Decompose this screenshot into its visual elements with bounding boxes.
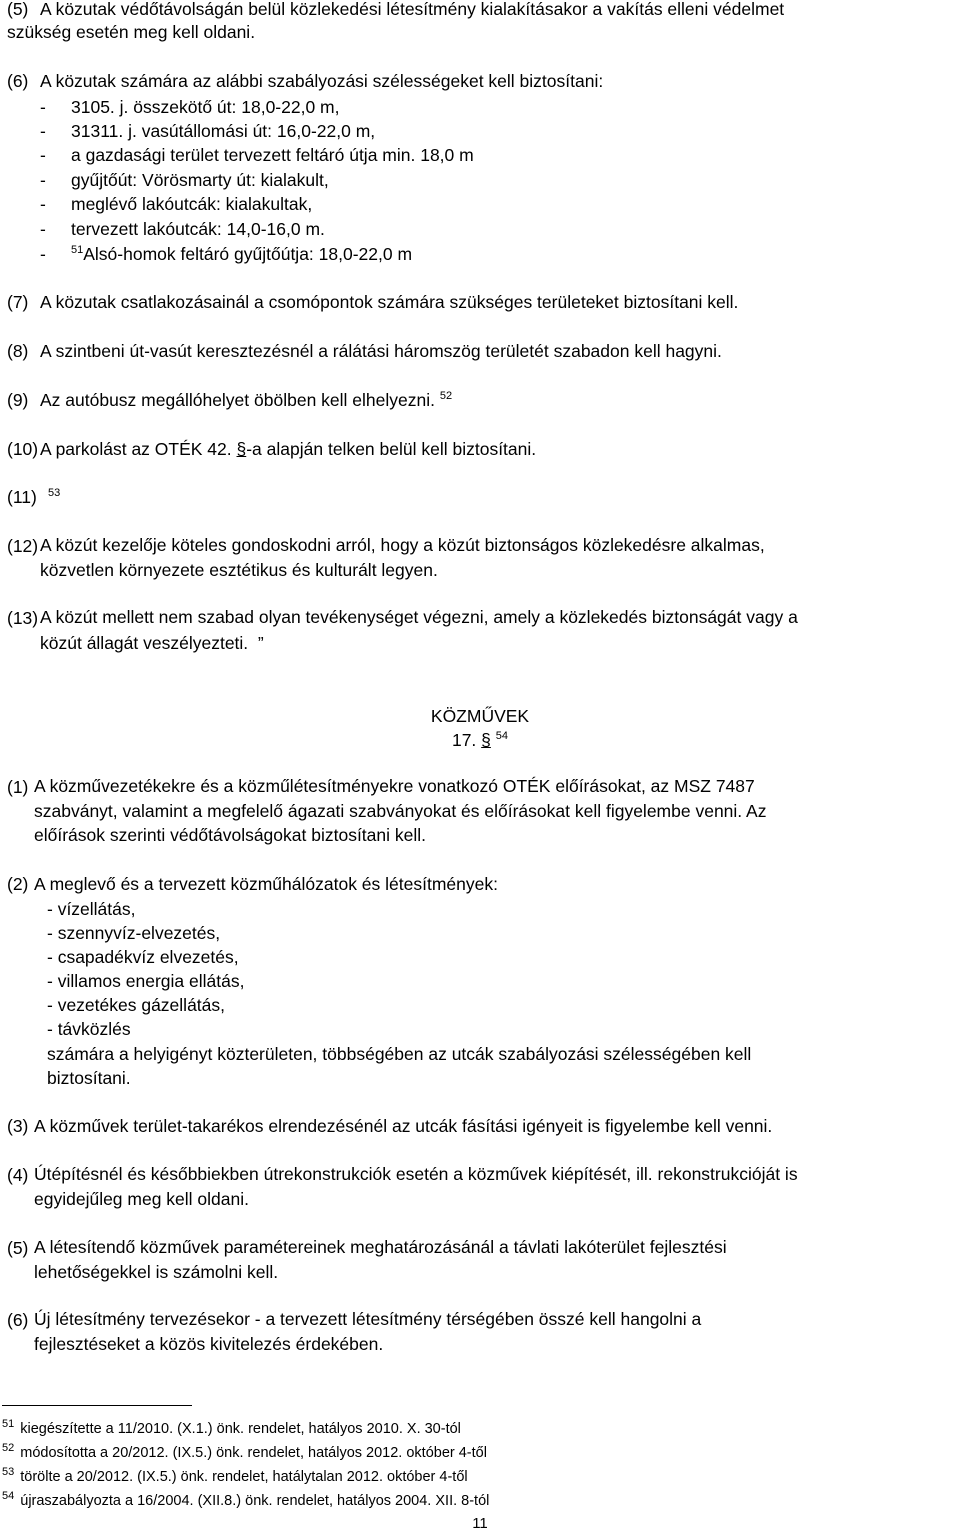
paragraph-text: A létesítendő közművek paramétereinek meghatározásánál a távlati lakóterület fejlesztési [34, 1237, 727, 1257]
list-dash: - [40, 97, 46, 117]
paragraph-text: A közutak csatlakozásainál a csomópontok számára szükséges területeket biztosítani kell. [40, 292, 739, 312]
list-dash: - [40, 244, 46, 264]
paragraph-number: (8) [7, 341, 29, 361]
paragraph-text: A közutak védőtávolságán belül közlekedési létesítmény kialakításakor a vakítás elleni védelmet [40, 0, 785, 19]
paragraph-text: A közművek terület-takarékos elrendezésénél az utcák fásítási igényeit is figyelembe kell venni. [34, 1116, 773, 1136]
paragraph-number: (13) [7, 608, 39, 628]
paragraph-number: (9) [7, 390, 29, 410]
paragraph-text: számára a helyigényt közterületen, többségében az utcák szabályozási szélességében kell [47, 1044, 752, 1064]
list-item: - vezetékes gázellátás, [47, 995, 226, 1015]
list-item: meglévő lakóutcák: kialakultak, [71, 194, 313, 214]
paragraph-number: (5) [7, 0, 29, 19]
paragraph-number: (3) [7, 1116, 29, 1136]
footnote: $^{51}$ kiegészítette a 11/2010. (X.1.) önk. rendelet, hatályos 2010. X. 30-tól [2, 1418, 461, 1437]
paragraph-number: (4) [7, 1165, 29, 1185]
paragraph-text: A közút kezelője köteles gondoskodni arról, hogy a közút biztonságos közlekedésre alkalmas, [40, 535, 765, 555]
paragraph-text: A meglevő és a tervezett közműhálózatok és létesítmények: [34, 874, 498, 894]
list-item: - csapadékvíz elvezetés, [47, 947, 239, 967]
footnote: $^{54}$ újraszabályozta a 16/2004. (XII.8.) önk. rendelet, hatályos 2004. XII. 8-tól [2, 1490, 490, 1509]
section-number: 17. § $^{54}$ [451, 730, 509, 750]
paragraph-text: szabványt, valamint a megfelelő ágazati szabványokat és előírásokat kell figyelembe venni. Az [34, 801, 767, 821]
section-title: KÖZMŰVEK [430, 706, 530, 726]
paragraph-number: (12) [7, 536, 39, 556]
paragraph-text: közvetlen környezete esztétikus és kulturált legyen. [40, 560, 438, 580]
paragraph-text: szükség esetén meg kell oldani. [7, 22, 256, 42]
paragraph-number: (2) [7, 874, 29, 894]
list-item: - szennyvíz-elvezetés, [47, 923, 221, 943]
page-number: 11 [472, 1515, 488, 1532]
paragraph-text: A közutak számára az alábbi szabályozási szélességeket kell biztosítani: [40, 71, 604, 91]
footnote-ref[interactable]: 53 [48, 487, 61, 499]
paragraph-number: (6) [7, 1310, 29, 1330]
footnote-ref[interactable]: 54 [495, 730, 509, 742]
paragraph-text: A közút mellett nem szabad olyan tevékenységet végezni, amely a közlekedés biztonságát vagy a [40, 607, 798, 627]
paragraph-text: A közművezetékekre és a közműlétesítményekre vonatkozó OTÉK előírásokat, az MSZ 7487 [34, 776, 755, 796]
footnote-ref[interactable]: 52 [439, 390, 453, 402]
paragraph-text: Útépítésnél és későbbiekben útrekonstrukciók esetén a közművek kiépítését, ill. rekonstrukcióját is [34, 1164, 798, 1184]
footnote-divider [2, 1405, 192, 1406]
paragraph-text: előírások szerinti védőtávolságokat biztosítani kell. [34, 825, 427, 845]
paragraph-text: egyidejűleg meg kell oldani. [34, 1189, 249, 1209]
list-dash: - [40, 170, 46, 190]
list-item: - villamos energia ellátás, [47, 971, 245, 991]
paragraph-number: (7) [7, 292, 29, 312]
footnote: $^{52}$ módosította a 20/2012. (IX.5.) önk. rendelet, hatályos 2012. október 4-től [2, 1442, 487, 1461]
list-dash: - [40, 145, 46, 165]
paragraph-number: (10) [7, 439, 39, 459]
paragraph-number: (11) [7, 487, 37, 507]
paragraph-number: (6) [7, 71, 29, 91]
paragraph-text: biztosítani. [47, 1068, 131, 1088]
list-item: a gazdasági terület tervezett feltáró útja min. 18,0 m [71, 145, 474, 165]
paragraph-text: Az autóbusz megállóhelyet öbölben kell elhelyezni. $^{52}$ [40, 390, 453, 410]
list-dash: - [40, 219, 46, 239]
footnote-ref[interactable]: 51 [71, 244, 84, 256]
paragraph-text: Új létesítmény tervezésekor - a tervezett létesítmény térségében összé kell hangolni a [34, 1309, 702, 1329]
list-item: 31311. j. vasútállomási út: 16,0-22,0 m, [71, 121, 376, 141]
list-item: - vízellátás, [47, 899, 136, 919]
section-sign: § [236, 439, 247, 459]
paragraph-text: fejlesztéseket a közös kivitelezés érdekében. [34, 1334, 384, 1354]
paragraph-number: (5) [7, 1238, 29, 1258]
paragraph-text: lehetőségekkel is számolni kell. [34, 1262, 279, 1282]
paragraph-text: A szintbeni út-vasút keresztezésnél a rálátási háromszög területét szabadon kell hagyni. [40, 341, 722, 361]
paragraph-number: (1) [7, 777, 29, 797]
list-item: $^{51}$Alsó-homok feltáró gyűjtőútja: 18,0-22,0 m [71, 244, 413, 264]
paragraph-text: A parkolást az OTÉK 42. §-a alapján telken belül kell biztosítani. [40, 439, 537, 459]
list-item: 3105. j. összekötő út: 18,0-22,0 m, [71, 97, 340, 117]
list-item: tervezett lakóutcák: 14,0-16,0 m. [71, 219, 325, 239]
list-item: - távközlés [47, 1019, 131, 1039]
paragraph-text: közút állagát veszélyezteti. ” [40, 633, 264, 653]
footnote: $^{53}$ törölte a 20/2012. (IX.5.) önk. rendelet, hatálytalan 2012. október 4-től [2, 1466, 468, 1485]
list-dash: - [40, 194, 46, 214]
list-dash: - [40, 121, 46, 141]
list-item: gyűjtőút: Vörösmarty út: kialakult, [71, 170, 329, 190]
